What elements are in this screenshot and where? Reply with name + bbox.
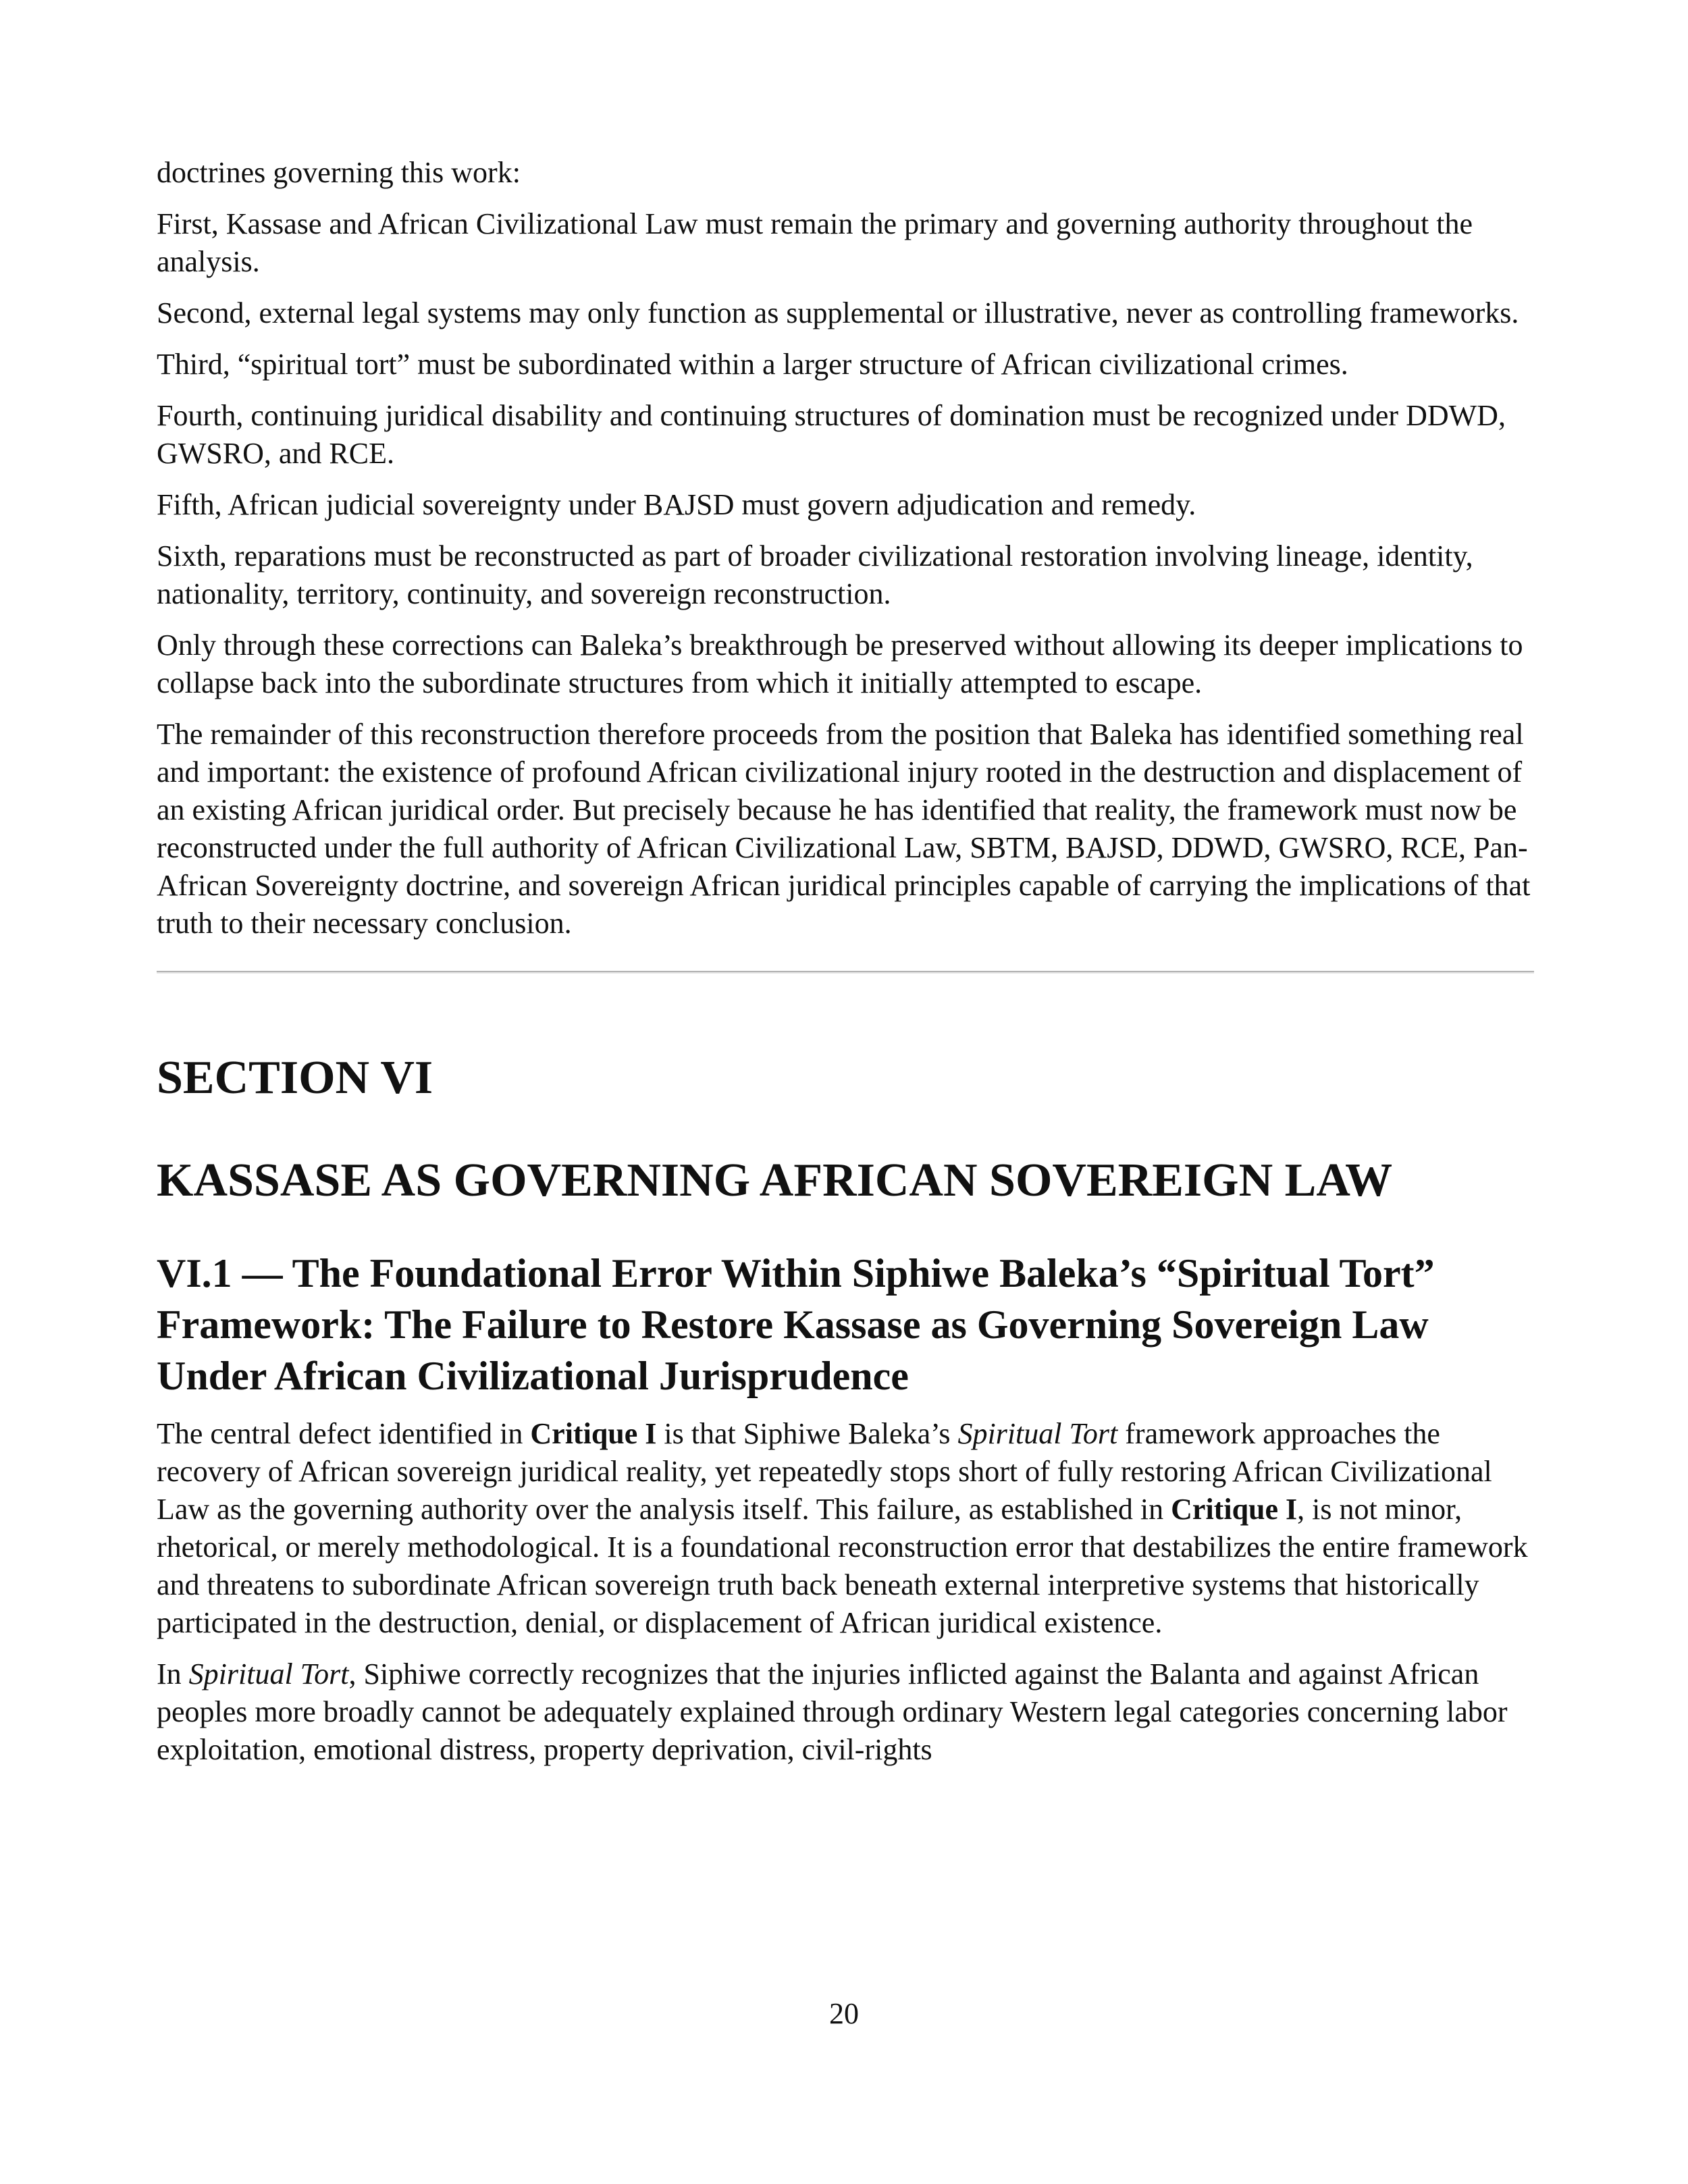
- paragraph-central-defect: [157, 1415, 1534, 1642]
- paragraph-corrections: Only through these corrections can Baleka’s breakthrough be preserved without allowing its deeper implications to collapse back into the subordinate structures from which it initially attempted to escape.: [157, 629, 1523, 699]
- bold-reference: Critique I: [1171, 1493, 1298, 1526]
- section-label: SECTION VI: [157, 1052, 433, 1104]
- paragraph-sixth-doctrine: Sixth, reparations must be reconstructed as part of broader civilizational restoration involving lineage, identity, nationality, territory, continuity, and sovereign reconstruction.: [157, 539, 1473, 610]
- section-divider: [157, 971, 1534, 974]
- paragraph-fifth-doctrine: Fifth, African judicial sovereignty under BAJSD must govern adjudication and remedy.: [157, 488, 1196, 521]
- paragraph-third-doctrine: Third, “spiritual tort” must be subordinated within a larger structure of African civilizational crimes.: [157, 348, 1348, 381]
- text-run: is that Siphiwe Baleka’s: [656, 1417, 958, 1450]
- text-run: framework approaches the recovery of African sovereign juridical reality, yet repeatedly stops short of fully restoring African Civilizational Law as the governing authority over the analysis itself. This failure, as established in: [157, 1417, 1492, 1526]
- paragraph-fourth-doctrine: Fourth, continuing juridical disability and continuing structures of domination must be recognized under DDWD, GWSRO, and RCE.: [157, 399, 1506, 470]
- text-run: The central defect identified in: [157, 1417, 531, 1450]
- italic-title: Spiritual Tort: [957, 1417, 1118, 1450]
- paragraph-second-doctrine: Second, external legal systems may only function as supplemental or illustrative, never as controlling frameworks.: [157, 296, 1519, 329]
- section-title: KASSASE AS GOVERNING AFRICAN SOVEREIGN LAW: [157, 1154, 1393, 1206]
- paragraph-first-doctrine: First, Kassase and African Civilizational Law must remain the primary and governing authority throughout the analysis.: [157, 207, 1473, 278]
- text-run: , Siphiwe correctly recognizes that the injuries inflicted against the Balanta and against African peoples more broadly cannot be adequately explained through ordinary Western legal categories concerning labor exploitation, emotional distress, property deprivation, civil-rights: [157, 1657, 1508, 1766]
- paragraph-spiritual-tort: [157, 1655, 1534, 1769]
- document-page: [157, 154, 1534, 1782]
- paragraph-doctrines-intro: doctrines governing this work:: [157, 156, 521, 189]
- subsection-heading: VI.1 — The Foundational Error Within Siphiwe Baleka’s “Spiritual Tort” Framework: The Failure to Restore Kassase as Governing Sovereign Law Under African Civilizational Jurisprudence: [157, 1251, 1435, 1398]
- paragraph-remainder: The remainder of this reconstruction therefore proceeds from the position that Baleka has identified something real and important: the existence of profound African civilizational injury rooted in the destruction and displacement of an existing African juridical order. But precisely because he has identified that reality, the framework must now be reconstructed under the full authority of African Civilizational Law, SBTM, BAJSD, DDWD, GWSRO, RCE, Pan-African Sovereignty doctrine, and sovereign African juridical principles capable of carrying the implications of that truth to their necessary conclusion.: [157, 718, 1531, 940]
- bold-reference: Critique I: [530, 1417, 657, 1450]
- text-run: , is not minor, rhetorical, or merely methodological. It is a foundational reconstruction error that destabilizes the entire framework and threatens to subordinate African sovereign truth back beneath external interpretive systems that historically participated in the destruction, denial, or displacement of African juridical existence.: [157, 1493, 1528, 1639]
- page-number: 20: [829, 1997, 859, 2030]
- italic-title: Spiritual Tort: [188, 1657, 349, 1690]
- text-run: In: [157, 1657, 189, 1690]
